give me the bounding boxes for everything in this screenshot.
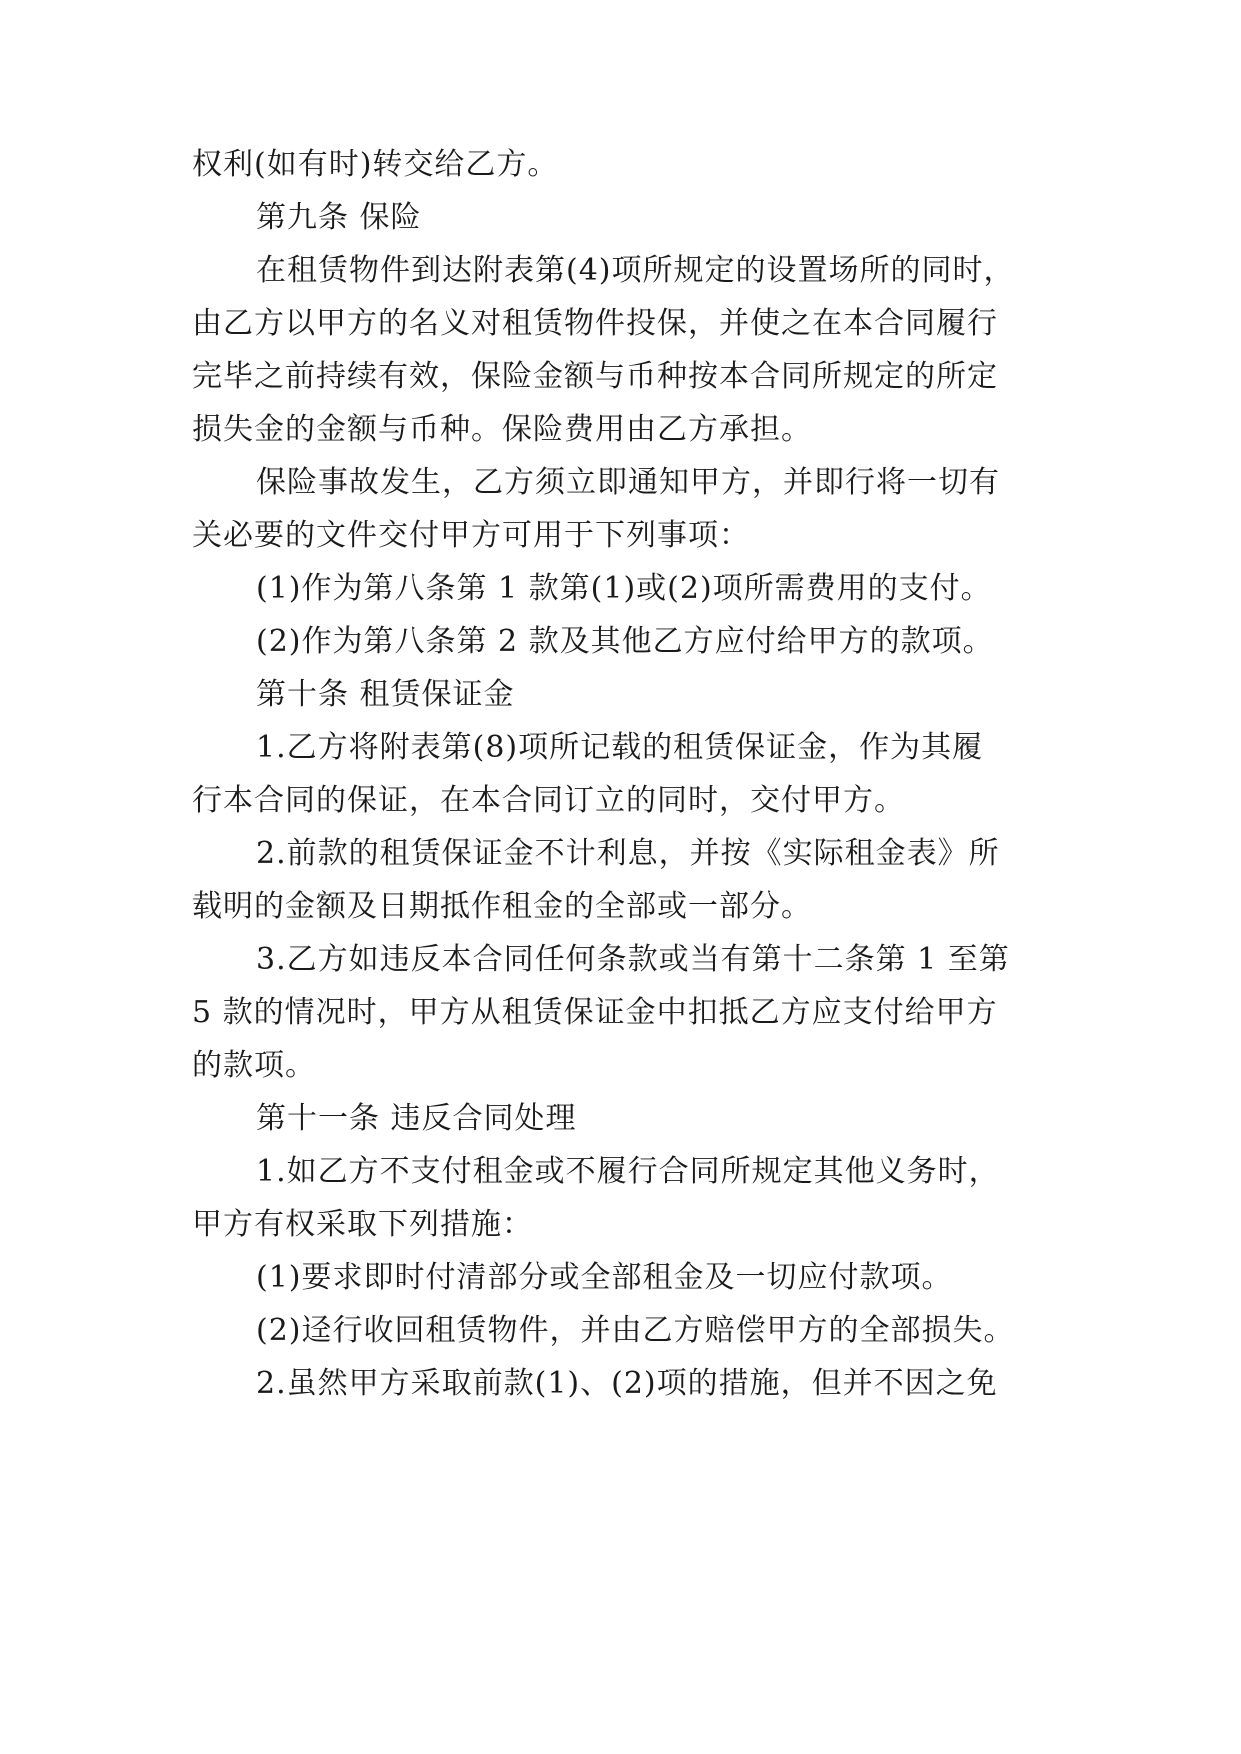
article-heading: 第九条 保险	[256, 200, 422, 235]
clause-line: 甲方有权采取下列措施：	[192, 1207, 533, 1242]
paragraph-line: 完毕之前持续有效，保险金额与币种按本合同所规定的所定	[192, 359, 998, 394]
clause-line: 5 款的情况时，甲方从租赁保证金中扣抵乙方应支付给甲方	[192, 995, 998, 1030]
list-item: (2)作为第八条第 2 款及其他乙方应付给甲方的款项。	[256, 624, 994, 659]
list-item: (1)要求即时付清部分或全部租金及一切应付款项。	[256, 1260, 953, 1295]
body-line: 权利(如有时)转交给乙方。	[192, 147, 559, 182]
clause-line: 1.如乙方不支付租金或不履行合同所规定其他义务时，	[256, 1154, 1000, 1189]
clause-line: 2.前款的租赁保证金不计利息，并按《实际租金表》所	[256, 836, 1000, 871]
list-item: (1)作为第八条第 1 款第(1)或(2)项所需费用的支付。	[256, 571, 992, 606]
clause-line: 行本合同的保证，在本合同订立的同时，交付甲方。	[192, 783, 905, 818]
paragraph-line: 损失金的金额与币种。保险费用由乙方承担。	[192, 412, 812, 447]
clause-line: 载明的金额及日期抵作租金的全部或一部分。	[192, 889, 812, 924]
article-heading: 第十一条 违反合同处理	[256, 1101, 577, 1136]
paragraph-line: 在租赁物件到达附表第(4)项所规定的设置场所的同时，	[256, 253, 1015, 288]
article-heading: 第十条 租赁保证金	[256, 677, 515, 712]
clause-line: 1.乙方将附表第(8)项所记载的租赁保证金，作为其履	[256, 730, 984, 765]
clause-line: 的款项。	[192, 1048, 316, 1083]
paragraph-line: 由乙方以甲方的名义对租赁物件投保，并使之在本合同履行	[192, 306, 998, 341]
clause-line: 3.乙方如违反本合同任何条款或当有第十二条第 1 至第	[256, 942, 1010, 977]
paragraph-line: 关必要的文件交付甲方可用于下列事项：	[192, 518, 750, 553]
list-item: (2)迳行收回租赁物件，并由乙方赔偿甲方的全部损失。	[256, 1313, 1015, 1348]
paragraph-line: 保险事故发生，乙方须立即通知甲方，并即行将一切有	[256, 465, 1000, 500]
clause-line: 2.虽然甲方采取前款(1)、(2)项的措施，但并不因之免	[256, 1366, 998, 1401]
